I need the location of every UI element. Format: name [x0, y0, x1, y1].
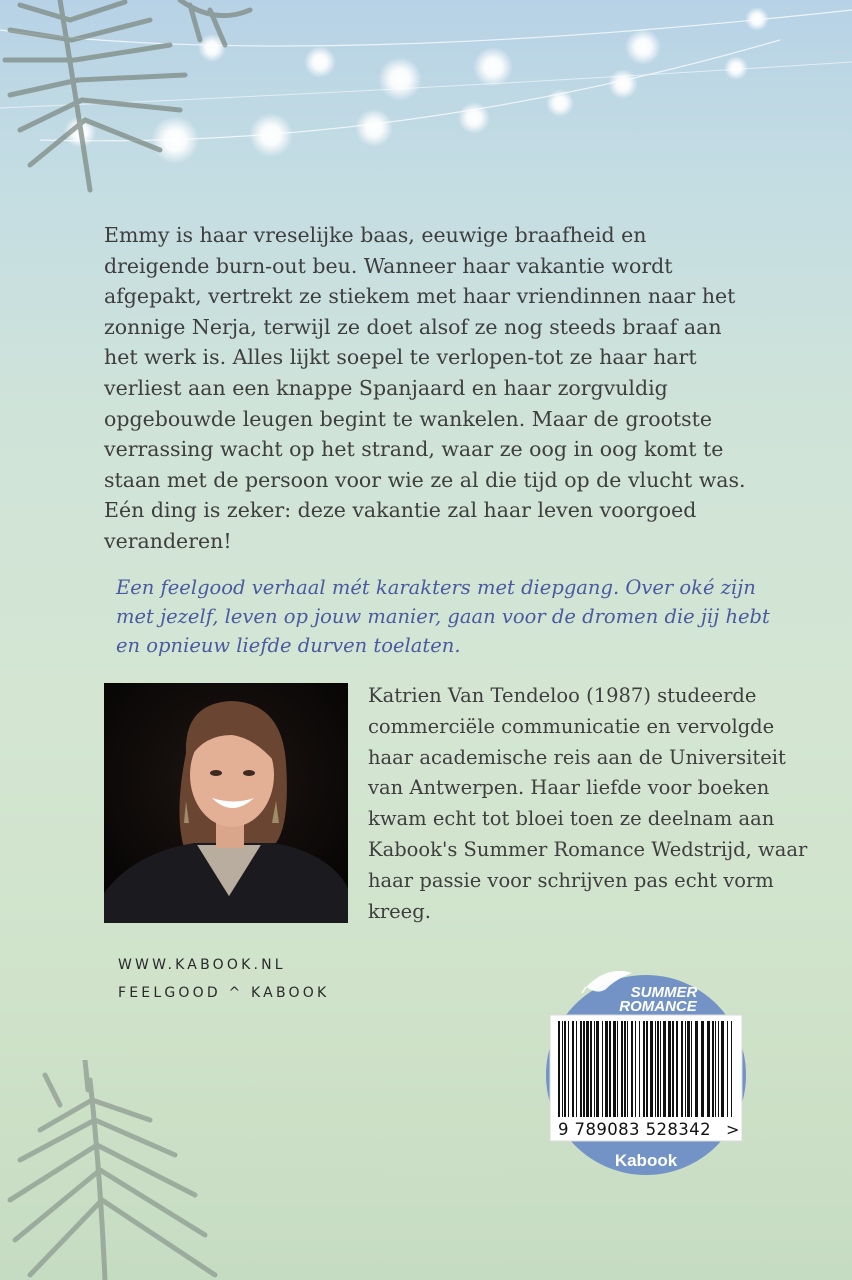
palm-leaf-decoration-top [0, 0, 260, 200]
palm-leaf-decoration-bottom [0, 1060, 260, 1280]
author-photo [104, 683, 348, 923]
isbn-arrow: > [726, 1120, 740, 1139]
badge-title-line1: SUMMER [630, 984, 698, 1001]
website-link[interactable]: WWW.KABOOK.NL [118, 957, 286, 973]
isbn-number: 9 789083 528342 [558, 1120, 711, 1139]
publisher-info [118, 951, 329, 1007]
imprint-label: FEELGOOD ^ KABOOK [118, 985, 330, 1001]
author-bio: Katrien Van Tendeloo (1987) studeerde commerciële communicatie en vervolgde haar academische reis aan de Universiteit van Antwerpen. Haar liefde voor boeken kwam echt tot bloei toen ze deelnam aan Kabook's Summer Romance Wedstrijd, waar haar passie voor schrijven pas echt vorm kreeg. [368, 684, 808, 923]
badge-title-line2: ROMANCE [619, 998, 697, 1015]
barcode-badge [546, 955, 746, 1195]
publisher-logo-text: Kabook [614, 1151, 678, 1170]
book-blurb: Emmy is haar vreselijke baas, eeuwige braafheid en dreigende burn-out beu. Wanneer haar vakantie wordt afgepakt, vertrekt ze stiekem met haar vriendinnen naar het zonnige Nerja, terwijl ze doet alsof ze nog steeds braaf aan het werk is. Alles lijkt soepel te verlopen-tot ze haar hart verliest aan een knappe Spanjaard en haar zorgvuldig opgebouwde leugen begint te wankelen. Maar de grootste verrassing wacht op het strand, waar ze oog in oog komt te staan met de persoon voor wie ze al die tijd op de vlucht was. Eén ding is zeker: deze vakantie zal haar leven voorgoed veranderen! [104, 223, 746, 553]
tagline: Een feelgood verhaal mét karakters met diepgang. Over oké zijn met jezelf, leven op jouw manier, gaan voor de dromen die jij hebt en opnieuw liefde durven toelaten. [116, 576, 770, 657]
